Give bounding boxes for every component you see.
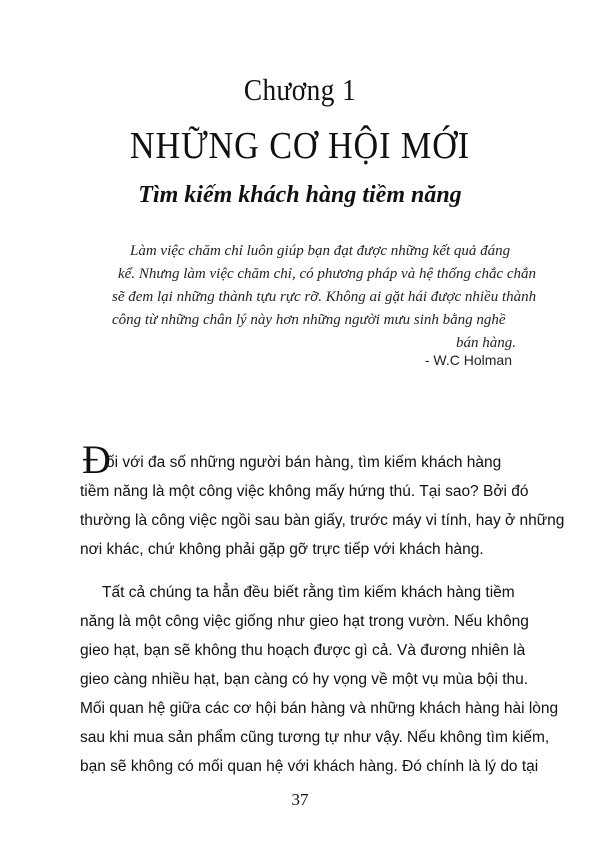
epigraph-line: kể. Nhưng làm việc chăm chỉ, có phương pháp và hệ thống chắc chắn (118, 266, 537, 282)
paragraph-line: gieo càng nhiều hạt, bạn càng có hy vọng về một vụ mùa bội thu. (80, 671, 529, 688)
body-paragraph-2 (80, 578, 559, 781)
paragraph-line: Mối quan hệ giữa các cơ hội bán hàng và những khách hàng hài lòng (80, 700, 559, 717)
paragraph-line: bạn sẽ không có mối quan hệ với khách hàng. Đó chính là lý do tại (80, 758, 539, 775)
epigraph-line: sẽ đem lại những thành tựu rực rỡ. Không ai gặt hái được nhiều thành (112, 289, 537, 305)
paragraph-line: năng là một công việc giống như gieo hạt trong vườn. Nếu không (80, 613, 529, 630)
chapter-subtitle: Tìm kiếm khách hàng tiềm năng (138, 182, 462, 208)
drop-cap: Đ (82, 437, 111, 482)
paragraph-line: ối với đa số những người bán hàng, tìm kiếm khách hàng (106, 454, 502, 471)
epigraph-attribution: - W.C Holman (424, 352, 512, 368)
epigraph-line: Làm việc chăm chỉ luôn giúp bạn đạt được những kết quả đáng (130, 243, 511, 259)
body-paragraph-1 (80, 437, 565, 564)
paragraph-line: sau khi mua sản phẩm cũng tương tự như vậy. Nếu không tìm kiếm, (80, 729, 550, 746)
chapter-title: NHỮNG CƠ HỘI MỚI (129, 125, 471, 167)
chapter-label: Chương 1 (243, 72, 357, 107)
paragraph-line: nơi khác, chứ không phải gặp gỡ trực tiếp với khách hàng. (80, 541, 484, 558)
page-number: 37 (291, 790, 309, 809)
paragraph-line: tiềm năng là một công việc không mấy hứng thú. Tại sao? Bởi đó (80, 483, 529, 500)
epigraph-line: bán hàng. (456, 335, 516, 351)
paragraph-line: thường là công việc ngồi sau bàn giấy, trước máy vi tính, hay ở những (80, 512, 565, 529)
paragraph-line: Tất cả chúng ta hẳn đều biết rằng tìm kiếm khách hàng tiềm (102, 584, 515, 601)
paragraph-line: gieo hạt, bạn sẽ không thu hoạch được gì cả. Và đương nhiên là (80, 642, 526, 659)
epigraph-quote (112, 240, 537, 355)
epigraph-line: công từ những chân lý này hơn những người mưu sinh bằng nghề (112, 312, 506, 328)
first-line (80, 437, 520, 482)
